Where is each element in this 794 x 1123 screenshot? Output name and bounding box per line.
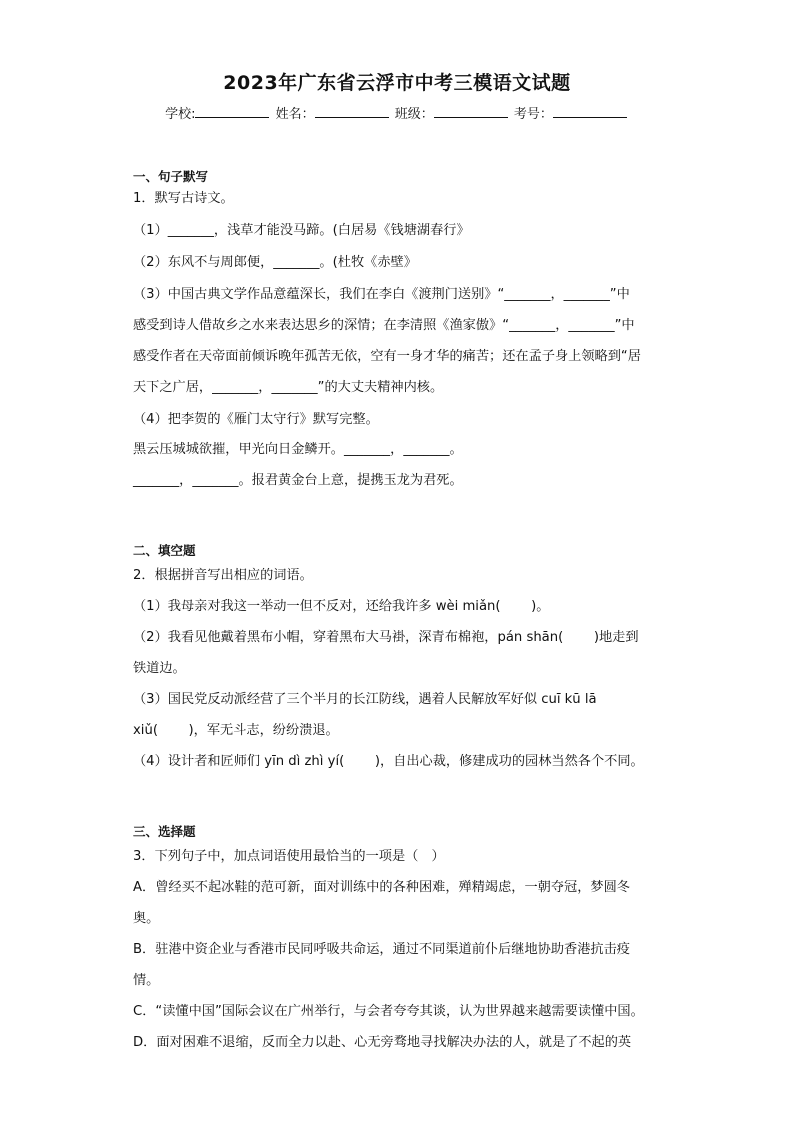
number-blank xyxy=(553,105,627,118)
choice-line: A．曾经买不起冰鞋的范可新，面对训练中的各种困难，殚精竭虑，一朝夺冠，梦圆冬 xyxy=(133,880,630,895)
number-label: 考号： xyxy=(513,107,553,122)
question-line: （3）国民党反动派经营了三个半月的长江防线，遇着人民解放军好似 cuī kū lā xyxy=(133,692,597,707)
section-heading-2: 二、填空题 xyxy=(133,543,196,558)
question-line: xiǔ( )，军无斗志，纷纷溃退。 xyxy=(133,723,339,738)
question-line: 天下之广居，_______，_______”的大丈夫精神内核。 xyxy=(133,380,444,395)
question-line: 感受到诗人借故乡之水来表达思乡的深情；在李清照《渔家傲》“_______，_______”中 xyxy=(133,318,635,333)
choice-line: B．驻港中资企业与香港市民同呼吸共命运，通过不同渠道前仆后继地协助香港抗击疫 xyxy=(133,942,630,957)
question-line: 2．根据拼音写出相应的词语。 xyxy=(133,568,313,583)
question-line: 3．下列句子中，加点词语使用最恰当的一项是（ ） xyxy=(133,849,445,864)
question-line: （2）东风不与周郎便，_______。(杜牧《赤壁》 xyxy=(133,255,417,270)
question-line: （1）_______，浅草才能没马蹄。(白居易《钱塘湖春行》 xyxy=(133,223,470,238)
school-label: 学校: xyxy=(165,107,196,122)
question-line: 铁道边。 xyxy=(133,661,186,676)
question-line: _______，_______。报君黄金台上意，提携玉龙为君死。 xyxy=(133,473,463,488)
class-blank xyxy=(434,105,508,118)
question-line: （2）我看见他戴着黑布小帽，穿着黑布大马褂，深青布棉袍，pán shān( )地走到 xyxy=(133,630,639,645)
question-line: （3）中国古典文学作品意蕴深长，我们在李白《渡荆门送别》“_______，_______”中 xyxy=(133,287,630,302)
name-blank xyxy=(315,105,389,118)
question-line: 感受作者在天帝面前倾诉晚年孤苦无依，空有一身才华的痛苦；还在孟子身上领略到“居 xyxy=(133,349,641,364)
exam-title: 2023年广东省云浮市中考三模语文试题 xyxy=(223,72,571,94)
question-line: 1．默写古诗文。 xyxy=(133,191,234,206)
choice-line: 奥。 xyxy=(133,911,160,926)
question-line: 黑云压城城欲摧，甲光向日金鳞开。_______，_______。 xyxy=(133,442,463,457)
section-heading-3: 三、选择题 xyxy=(133,824,196,839)
class-label: 班级： xyxy=(394,107,434,122)
student-info-row xyxy=(0,103,794,122)
school-blank xyxy=(195,105,269,118)
choice-line: C．“读懂中国”国际会议在广州举行，与会者夸夸其谈，认为世界越来越需要读懂中国。 xyxy=(133,1004,644,1019)
question-line: （4）把李贺的《雁门太守行》默写完整。 xyxy=(133,412,379,427)
question-line: （1）我母亲对我这一举动一但不反对，还给我许多 wèi miǎn( )。 xyxy=(133,599,550,614)
name-label: 姓名： xyxy=(275,107,315,122)
section-heading-1: 一、句子默写 xyxy=(133,169,209,184)
question-line: （4）设计者和匠师们 yīn dì zhì yí( )，自出心裁，修建成功的园林当然各个不同。 xyxy=(133,754,644,769)
choice-line: D．面对困难不退缩，反而全力以赴、心无旁骛地寻找解决办法的人，就是了不起的英 xyxy=(133,1035,632,1050)
choice-line: 情。 xyxy=(133,973,160,988)
